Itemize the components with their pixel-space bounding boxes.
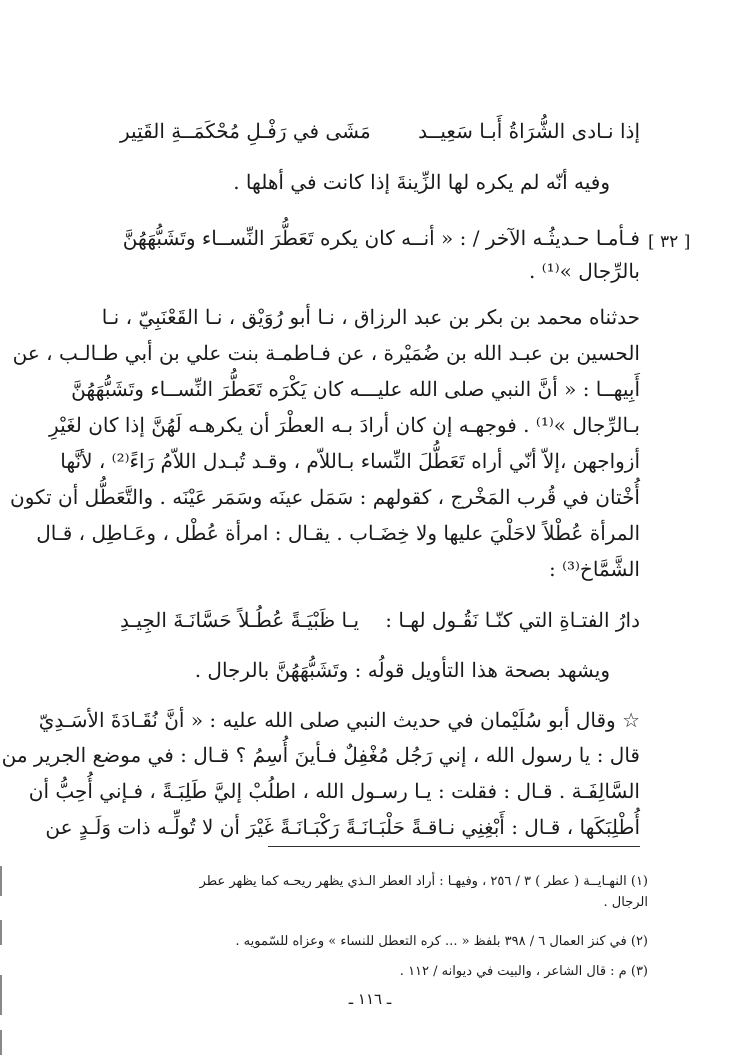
text-line: السَّالِفَـة . قـال : فقلت : يـا رسـول الله ، اطلُبْ إليَّ طَلِبَـةً ، فـإني أُحِبُّ أن <box>28 779 640 803</box>
text-line: أُطْلِبَكَها ، قـال : أَبْغِنِي نـاقـةً حَلْبَـانَـةً رَكْبَـانَـةً غَيْرَ أن لا تُولِّـه ذات وَلَـدٍ عن <box>45 815 640 839</box>
text-line: ☆ وقال أبو سُلَيْمان في حديث النبي صلى الله عليه : « أنَّ نُقَـادَةَ الأسَـدِيّ <box>38 708 640 732</box>
scan-edge-mark <box>0 1030 2 1055</box>
text-line: ويشهد بصحة هذا التأويل قولُه : وتَشَبُّهَهُنَّ بالرجال . <box>194 658 610 682</box>
verse1-first-hemistich: إذا نـادى الشُّرَاةُ أَبـا سَعِيــد <box>418 119 640 143</box>
footnote: الرجال . <box>603 895 648 910</box>
verse2-second-hemistich: يـا ظَبْيَـةً عُطُـلاً حَسَّانَـةَ الجِيـدِ <box>120 608 360 632</box>
text-line: بالرِّجال »⁽¹⁾ . <box>529 259 640 283</box>
text-line: أُخْتان في قُرب المَخْرج ، كقولهم : سَمَل عينَه وسَمَر عَيْنَه . والتَّعَطُّل أن تكون <box>10 485 640 509</box>
scan-edge-mark <box>0 920 2 945</box>
text-line: أزواجهن ،إلاّ أنّي أراه تَعَطُّلَ النِّساء بـاللاّم ، وقـد تُبـدل اللاّمُ رَاءً⁽²⁾ ، لأنَّها <box>60 449 640 473</box>
text-line: وفيه أنّه لم يكره لها الزِّينةَ إذا كانت في أهلها . <box>233 170 610 194</box>
section-marker: [ ٣٢ ] <box>648 232 691 252</box>
text-line: الشَّمَّاخ⁽³⁾ : <box>548 557 640 581</box>
text-line: قال : يا رسول الله ، إني رَجُل مُغْفِلٌ فـأينَ أُسِمُ ؟ قـال : في موضع الجرير من <box>1 743 640 767</box>
scan-edge-mark <box>0 866 2 896</box>
footnote-separator <box>268 846 640 847</box>
text-line: بـالرِّجال »⁽¹⁾ . فوجهـه إن كان أرادَ بـه العطْرَ أن يكرهـه لَهُنَّ إذا كان لغَيْرِ <box>49 413 640 437</box>
verse1-second-hemistich: مَشَى في رَفْـلِ مُحْكَمَــةِ القَتِير <box>120 119 371 143</box>
footnote: (٢) في كنز العمال ٦ / ٣٩٨ بلفظ « ... كره التعطل للنساء » وعزاه للسّمويه . <box>235 934 648 949</box>
footnote: (٣) م : قال الشاعر ، والبيت في ديوانه / ١١٢ . <box>399 964 648 979</box>
page-number: ـ ١١٦ ـ <box>348 990 392 1008</box>
footnote: (١) النهـايــة ( عطر ) ٣ / ٢٥٦ ، وفيهـا : أراد العطر الـذي يظهر ريحـه كما يظهر عطر <box>199 874 648 889</box>
verse2-first-hemistich: دارُ الفتـاةِ التي كنّـا نَقُـول لهـا : <box>385 608 640 632</box>
text-line: حدثناه محمد بن بكر بن عبد الرزاق ، نـا أبو رُوَيْق ، نـا القَعْنَبِيّ ، نـا <box>101 305 640 329</box>
text-line: الحسين بن عبـد الله بن ضُمَيْرة ، عن فـاطمـة بنت علي بن أبي طـالـب ، عن <box>12 341 640 365</box>
scan-edge-mark <box>0 975 2 1015</box>
text-line: أَبِيهــا : « أنَّ النبي صلى الله عليـــه كان يَكْرَه تَعَطُّرَ النِّســاء وتَشَبُّهَهُنَّ <box>71 377 640 401</box>
text-line: المرأة عُطْلاً لاحَلْيَ عليها ولا خِضَـاب . يقـال : امرأة عُطْل ، وعَـاطِل ، قـال <box>36 521 640 545</box>
text-line: فـأمـا حـديثُـه الآخر / : « أنــه كان يكره تَعَطُّرَ النِّســاء وتَشَبُّهَهُنَّ <box>122 226 640 250</box>
